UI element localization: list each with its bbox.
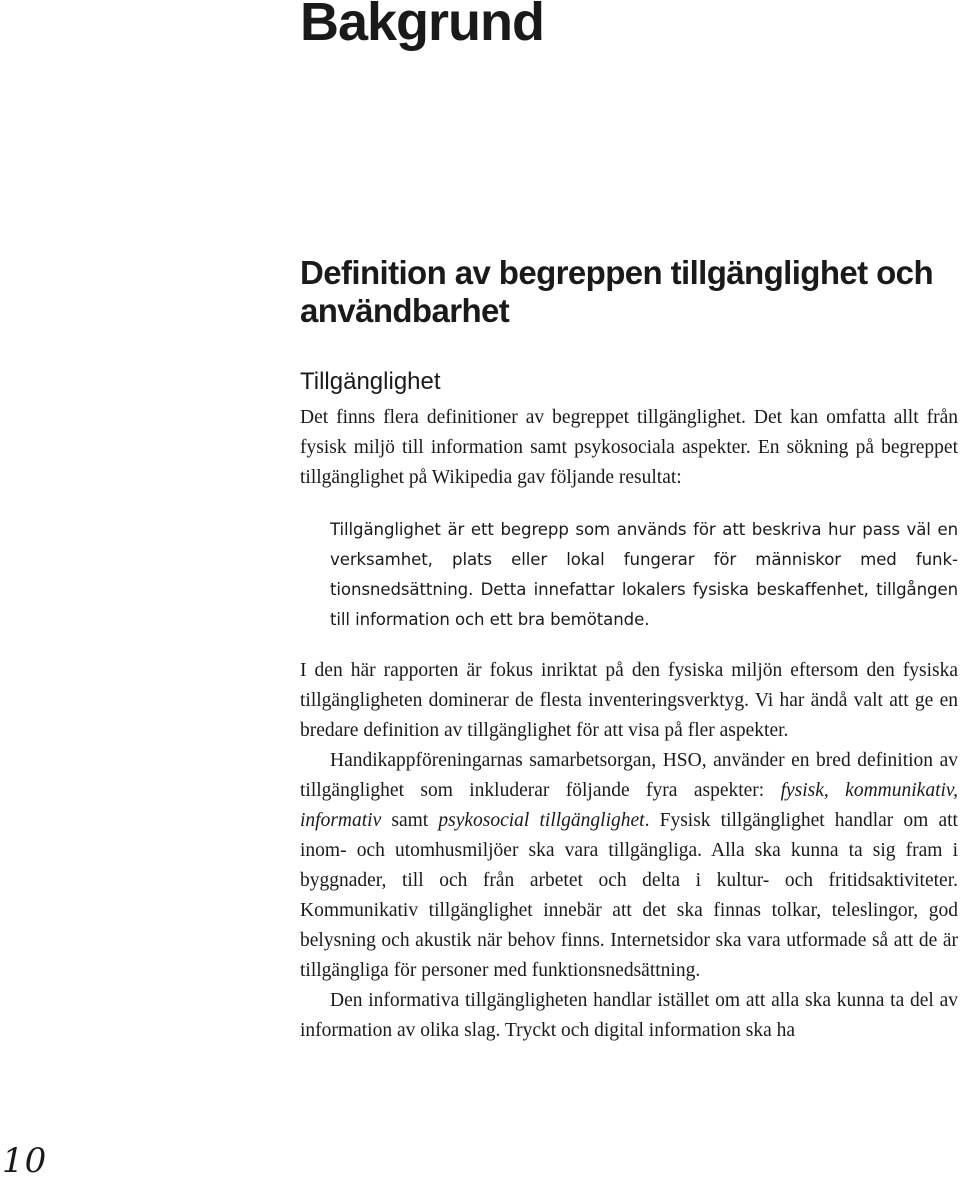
hso-paragraph xyxy=(300,746,958,986)
chapter-title: Bakgrund xyxy=(300,0,545,52)
focus-paragraph: I den här rapporten är fokus inriktat på den fysiska miljön eftersom den fysiska tillgängligheten dominerar de flesta inventeringsverktyg. Vi har ändå valt att ge en bredare definition av tillgänglighet för att visa på fler aspekter. xyxy=(300,660,958,741)
page-number: 10 xyxy=(2,1141,48,1181)
intro-paragraph: Det finns flera definitioner av begreppet tillgänglighet. Det kan omfatta allt från fysisk miljö till information samt psykosociala aspekter. En sökning på begreppet tillgänglighet på Wikipedia gav följande resultat: xyxy=(300,407,958,488)
aspects-emphasis: fysisk, kommunikativ, informativ xyxy=(300,780,958,831)
aspects-joiner: samt xyxy=(381,810,439,831)
psychosocial-emphasis: psykosocial tillgänglighet xyxy=(438,810,645,831)
body-text xyxy=(300,656,958,1046)
informative-paragraph: Den informativa tillgängligheten handlar istället om att alla ska kunna ta del av information av olika slag. Tryckt och digital information ska ha xyxy=(300,990,958,1041)
wikipedia-quote: Tillgänglighet är ett begrepp som används för att beskriva hur pass väl en verksamhet, plats eller lokal fungerar för människor med funktionsnedsättning. Detta innefattar lokalers fysiska beskaffenhet, tillgången till information och ett bra bemötande. xyxy=(330,520,958,629)
section-title: Definition av begreppen tillgänglighet och användbarhet xyxy=(300,254,933,329)
subsection-title: Tillgänglighet xyxy=(300,368,441,395)
hso-lead-text: Handikappföreningarnas samarbetsorgan, HSO, använder en bred definition av tillgänglighet som inkluderar följande fyra aspekter: xyxy=(300,750,958,801)
hso-rest-text: . Fysisk tillgänglighet handlar om att inom- och utomhusmiljöer ska vara tillgängliga. Alla ska kunna ta sig fram i byggnader, till och från arbetet och delta i kultur- och fritidsaktiviteter. Kommunikativ tillgänglighet innebär att det ska finnas tolkar, teleslingor, god belysning och akustik när behov finns. Internetsidor ska vara utformade så att de är tillgängliga för personer med funktionsnedsättning. xyxy=(300,810,958,981)
